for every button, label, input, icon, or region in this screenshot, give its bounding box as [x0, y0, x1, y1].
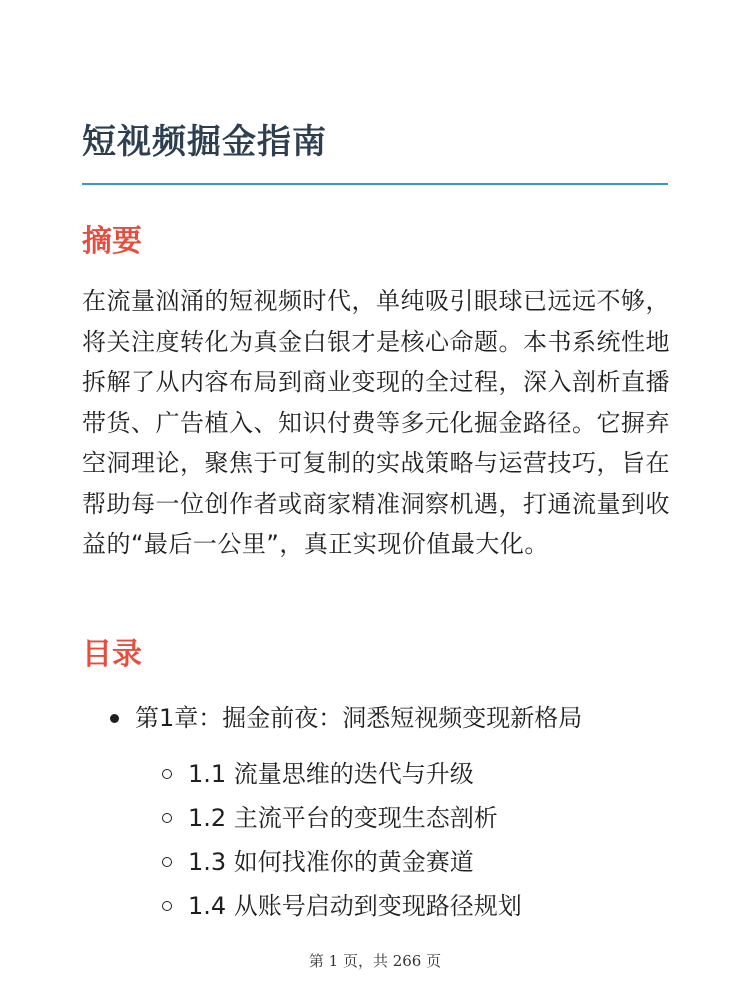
- toc-section-label: 1.2 主流平台的变现生态剖析: [188, 804, 498, 832]
- bullet-circle-icon: [162, 813, 172, 823]
- toc-section-item: [162, 888, 522, 924]
- bullet-circle-icon: [162, 857, 172, 867]
- toc-chapter-label: 第1章：掘金前夜：洞悉短视频变现新格局: [135, 704, 583, 732]
- toc-section-item: [162, 800, 498, 836]
- toc-section-item: [162, 756, 474, 792]
- abstract-heading: 摘要: [82, 224, 142, 259]
- toc-section-label: 1.3 如何找准你的黄金赛道: [188, 848, 474, 876]
- toc-section-item: [162, 844, 474, 880]
- abstract-paragraph: 在流量汹涌的短视频时代，单纯吸引眼球已远远不够，将关注度转化为真金白银才是核心命题。本书系统性地拆解了从内容布局到商业变现的全过程，深入剖析直播带货、广告植入、知识付费等多元化掘金路径。它摒弃空洞理论，聚焦于可复制的实战策略与运营技巧，旨在帮助每一位创作者或商家精准洞察机遇，打通流量到收益的“最后一公里”，真正实现价值最大化。: [82, 287, 670, 558]
- bullet-disc-icon: [110, 714, 119, 723]
- bullet-circle-icon: [162, 769, 172, 779]
- toc-section-label: 1.1 流量思维的迭代与升级: [188, 760, 474, 788]
- document-title: 短视频掘金指南: [82, 122, 327, 162]
- bullet-circle-icon: [162, 901, 172, 911]
- page-number-footer: 第 1 页，共 266 页: [308, 952, 442, 970]
- toc-section-label: 1.4 从账号启动到变现路径规划: [188, 892, 522, 920]
- toc-chapter-item: [110, 700, 582, 736]
- title-divider: [82, 183, 668, 185]
- toc-heading: 目录: [82, 637, 142, 672]
